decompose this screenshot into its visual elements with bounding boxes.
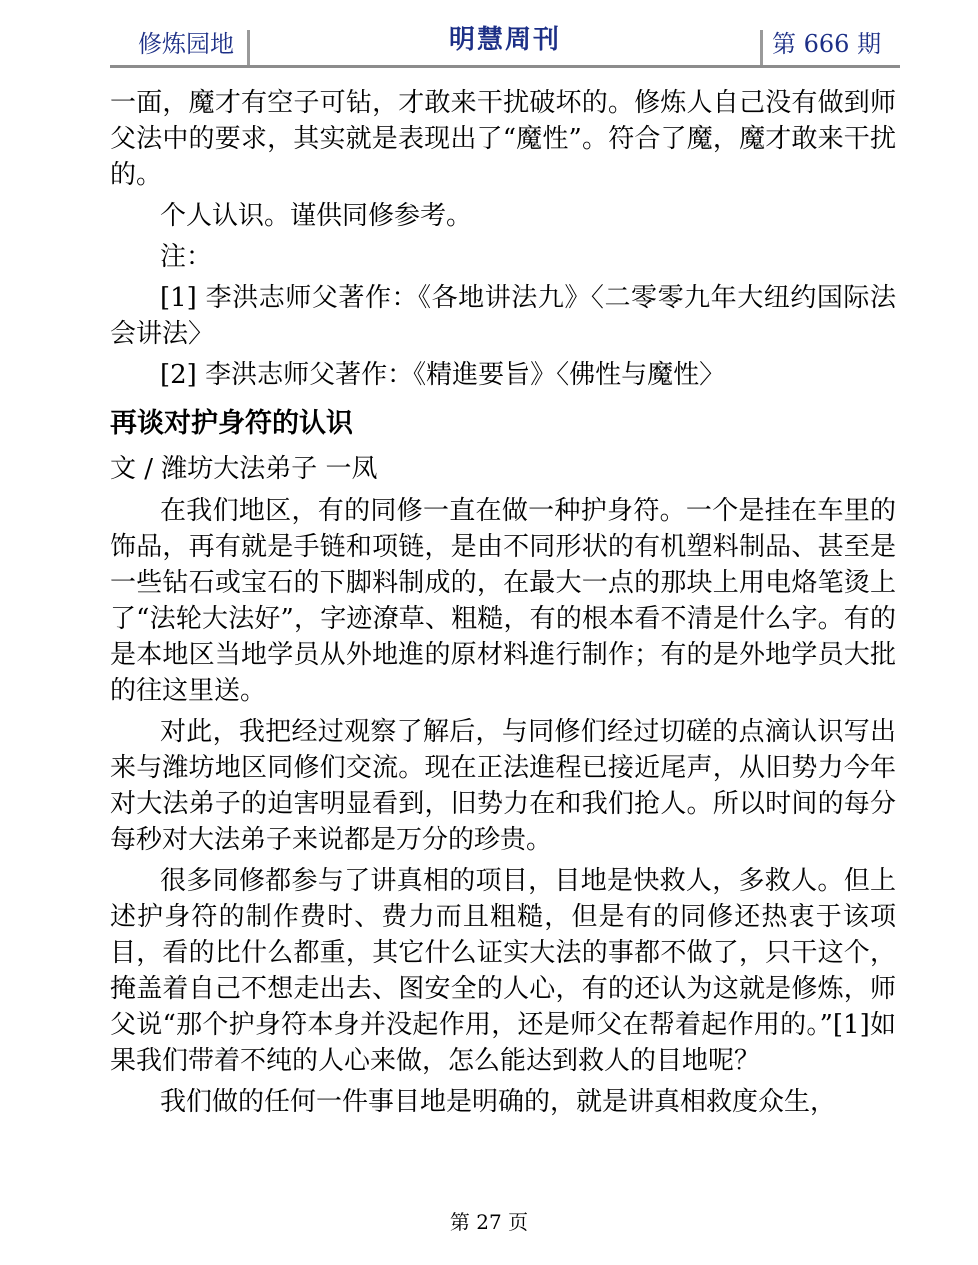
footnote-1: [1] 李洪志师父著作：《各地讲法九》〈二零零九年大纽约国际法会讲法〉 [110,283,896,349]
prev-article-conclusion: 个人认识。谨供同修参考。 [160,201,473,231]
footnote-2: [2] 李洪志师父著作：《精進要旨》〈佛性与魔性〉 [160,360,726,390]
notes-label: 注： [160,242,213,272]
section-label: 修炼园地 [138,30,234,58]
article-paragraph: 对此，我把经过观察了解后，与同修们经过切磋的点滴认识写出来与潍坊地区同修们交流。现在正法進程已接近尾声，从旧势力今年对大法弟子的迫害明显看到，旧势力在和我们抢人。所以时间的每分每秒对大法弟子来说都是万分的珍贵。 [110,717,896,855]
page-content [110,85,896,1125]
publication-title: 明慧周刊 [448,25,561,55]
article-byline: 文 / 潍坊大法弟子 一凤 [110,454,378,484]
article-paragraph: 很多同修都参与了讲真相的项目，目地是快救人，多救人。但上述护身符的制作费时、费力而且粗糙，但是有的同修还热衷于该项目，看的比什么都重，其它什么证实大法的事都不做了，只干这个，掩盖着自己不想走出去、图安全的人心，有的还认为这就是修炼，师父说“那个护身符本身并没起作用，还是师父在帮着起作用的。”[1]如果我们带着不纯的人心来做，怎么能达到救人的目地呢？ [110,866,896,1076]
header-separator [760,30,763,66]
article-paragraph: 我们做的任何一件事目地是明确的，就是讲真相救度众生， [160,1087,837,1117]
issue-number: 第 666 期 [772,30,882,58]
article-paragraph: 在我们地区，有的同修一直在做一种护身符。一个是挂在车里的饰品，再有就是手链和项链，是由不同形状的有机塑料制品、甚至是一些钻石或宝石的下脚料制成的，在最大一点的那块上用电烙笔烫上了“法轮大法好”，字迹潦草、粗糙，有的根本看不清是什么字。有的是本地区当地学员从外地進的原材料進行制作；有的是外地学员大批的往这里送。 [110,496,896,706]
prev-article-continuation: 一面，魔才有空子可钻，才敢来干扰破坏的。修炼人自己没有做到师父法中的要求，其实就是表现出了“魔性”。符合了魔，魔才敢来干扰的。 [110,88,896,190]
article-title: 再谈对护身符的认识 [110,408,353,439]
header-rule [110,65,900,68]
page-header [110,22,900,68]
page-number: 第 27 页 [449,1210,529,1234]
